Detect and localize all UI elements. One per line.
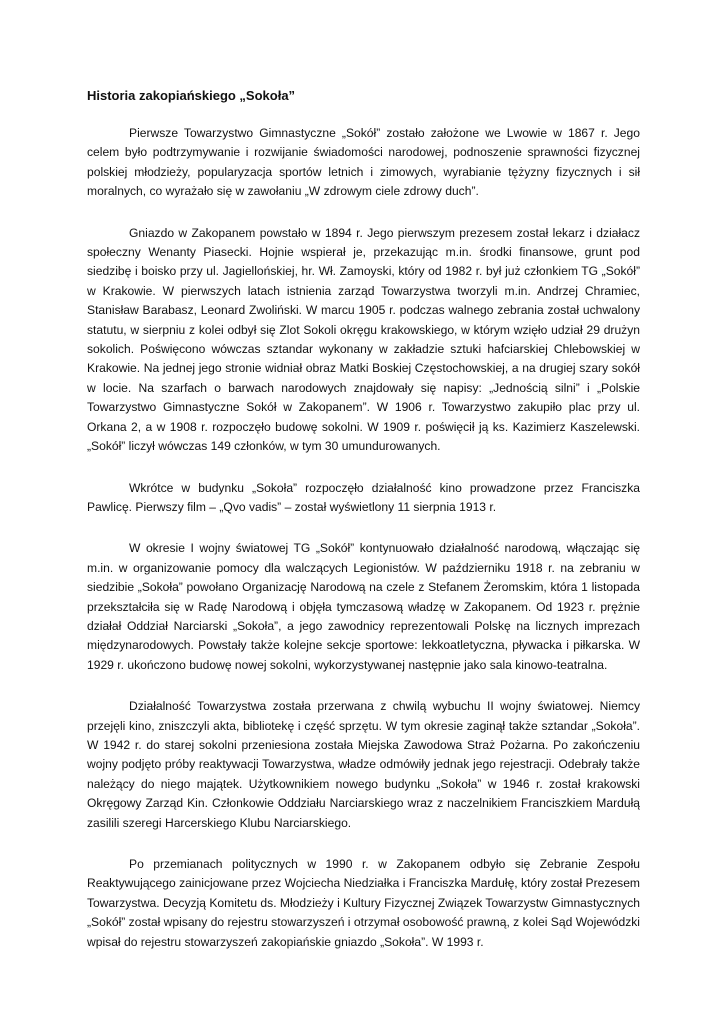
- document-title: Historia zakopiańskiego „Sokoła”: [87, 88, 296, 103]
- paragraph-world-war-one: W okresie I wojny światowej TG „Sokół” kontynuowało działalność narodową, włączając się m.in. w organizowanie pomocy dla walczących Legionistów. W październiku 1918 r. na zebraniu w siedzibie „Sokoła” powołano Organizację Narodową na czele z Stefanem Żeromskim, która 1 listopada przekształciła się w Radę Narodową i objęła tymczasową władzę w Zakopanem. Od 1923 r. prężnie działał Oddział Narciarski „Sokoła”, a jego zawodnicy reprezentowali Polskę na licznych imprezach międzynarodowych. Powstały także kolejne sekcje sportowe: lekkoatletyczna, pływacka i piłkarska. W 1929 r. ukończono budowę nowej sokolni, wykorzystywanej następnie jako sala kinowo-teatralna.: [87, 541, 640, 672]
- paragraph-reactivation: Po przemianach politycznych w 1990 r. w Zakopanem odbyło się Zebranie Zespołu Reaktywującego zainicjowane przez Wojciecha Niedziałka i Franciszka Mardułę, który został Prezesem Towarzystwa. Decyzją Komitetu ds. Młodzieży i Kultury Fizycznej Związek Towarzystw Gimnastycznych „Sokół” został wpisany do rejestru stowarzyszeń i otrzymał osobowość prawną, z kolei Sąd Wojewódzki wpisał do rejestru stowarzyszeń zakopiańskie gniazdo „Sokoła”. W 1993 r.: [87, 857, 640, 949]
- paragraph-list: [87, 124, 640, 952]
- paragraph-founding-lwow: Pierwsze Towarzystwo Gimnastyczne „Sokół” zostało założone we Lwowie w 1867 r. Jego celem było podtrzymywanie i rozwijanie świadomości narodowej, podnoszenie sprawności fizycznej polskiej młodzieży, popularyzacja sportów letnich i zimowych, wyrabianie tężyzny fizycznych i sił moralnych, co wyrażało się w zawołaniu „W zdrowym ciele zdrowy duch”.: [87, 126, 640, 199]
- paragraph-world-war-two: Działalność Towarzystwa została przerwana z chwilą wybuchu II wojny światowej. Niemcy przejęli kino, zniszczyli akta, bibliotekę i część sprzętu. W tym okresie zaginął także sztandar „Sokoła”. W 1942 r. do starej sokolni przeniesiona została Miejska Zawodowa Straż Pożarna. Po zakończeniu wojny podjęto próby reaktywacji Towarzystwa, władze odmówiły jednak jego rejestracji. Odebrały także należący do niego majątek. Użytkownikiem nowego budynku „Sokoła” w 1946 r. został krakowski Okręgowy Zarząd Kin. Członkowie Oddziału Narciarskiego wraz z naczelnikiem Franciszkiem Mardułą zasilili szeregi Harcerskiego Klubu Narciarskiego.: [87, 699, 640, 830]
- paragraph-cinema: Wkrótce w budynku „Sokoła” rozpoczęło działalność kino prowadzone przez Franciszka Pawlicę. Pierwszy film – „Qvo vadis” – został wyświetlony 11 sierpnia 1913 r.: [87, 480, 640, 514]
- paragraph-zakopane-nest: Gniazdo w Zakopanem powstało w 1894 r. Jego pierwszym prezesem został lekarz i działacz społeczny Wenanty Piasecki. Hojnie wspierał je, przekazując m.in. środki finansowe, grunt pod siedzibę i boisko przy ul. Jagiellońskiej, hr. Wł. Zamoyski, który od 1982 r. był już członkiem TG „Sokół” w Krakowie. W pierwszych latach istnienia zarząd Towarzystwa tworzyli m.in. Andrzej Chramiec, Stanisław Barabasz, Leonard Zwoliński. W marcu 1905 r. podczas walnego zebrania został uchwalony statutu, w sierpniu z kolei odbył się Zlot Sokoli okręgu krakowskiego, w którym wzięło udział 29 drużyn sokolich. Poświęcono wówczas sztandar wykonany w zakładzie sztuki hafciarskiej Chlebowskiej w Krakowie. Na jednej jego stronie widniał obraz Matki Boskiej Częstochowskiej, a na drugiej szary sokół w locie. Na szarfach o barwach narodowych znajdowały się napisy: „Jednością silni” i „Polskie Towarzystwo Gimnastyczne Sokół w Zakopanem”. W 1906 r. Towarzystwo zakupiło plac przy ul. Orkana 2, a w 1908 r. rozpoczęło budowę sokolni. W 1909 r. poświęcił ją ks. Kazimierz Kaszelewski. „Sokół” liczył wówczas 149 członków, w tym 30 umundurowanych.: [87, 225, 640, 454]
- document-body: [87, 88, 640, 974]
